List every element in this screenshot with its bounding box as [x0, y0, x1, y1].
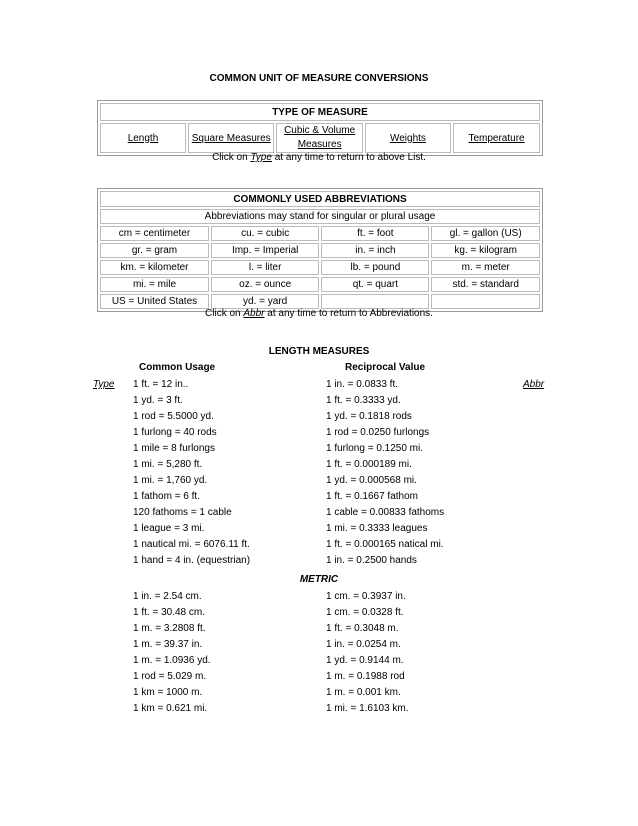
abbr-cell: lb. = pound [321, 260, 429, 275]
abbreviations-table [97, 188, 543, 312]
length-right-cell: 1 cable = 0.00833 fathoms [326, 507, 445, 518]
metric-left-cell: 1 ft. = 30.48 cm. [133, 607, 205, 618]
abbr-note [0, 308, 638, 319]
length-right-cell: 1 in. = 0.2500 hands [326, 555, 417, 566]
metric-left-cell: 1 km = 1000 m. [133, 687, 203, 698]
common-usage-heading: Common Usage [139, 362, 216, 373]
abbr-cell: yd. = yard [211, 294, 319, 309]
length-left-cell: 1 mi. = 1,760 yd. [133, 475, 208, 486]
type-note-suffix: at any time to return to above List. [271, 152, 426, 163]
abbr-note-suffix: at any time to return to Abbreviations. [264, 308, 433, 319]
page-title: COMMON UNIT OF MEASURE CONVERSIONS [209, 73, 429, 84]
metric-right-cell: 1 yd. = 0.9144 m. [326, 655, 404, 666]
type-note-link[interactable]: Type [250, 152, 272, 163]
abbr-cell [431, 294, 540, 309]
abbr-cell: std. = standard [431, 277, 540, 292]
abbr-cell: kg. = kilogram [431, 243, 540, 258]
abbr-cell: ft. = foot [321, 226, 429, 241]
length-left-cell: 1 league = 3 mi. [133, 523, 205, 534]
metric-section-title: METRIC [299, 574, 339, 585]
length-right-cell: 1 rod = 0.0250 furlongs [326, 427, 430, 438]
metric-right-cell: 1 m. = 0.1988 rod [326, 671, 405, 682]
abbr-table-subheader: Abbreviations may stand for singular or plural usage [100, 209, 540, 224]
length-right-cell: 1 ft. = 0.1667 fathom [326, 491, 419, 502]
metric-left-cell: 1 km = 0.621 mi. [133, 703, 208, 714]
abbr-cell: mi. = mile [100, 277, 209, 292]
metric-right-cell: 1 in. = 0.0254 m. [326, 639, 401, 650]
abbr-cell: gr. = gram [100, 243, 209, 258]
type-link-cubic-volume[interactable]: Cubic & Volume Measures [284, 125, 356, 150]
metric-left-cell: 1 m. = 39.37 in. [133, 639, 203, 650]
abbr-return-link[interactable]: Abbr [523, 379, 545, 390]
metric-right-cell: 1 m. = 0.001 km. [326, 687, 401, 698]
metric-right-cell: 1 ft. = 0.3048 m. [326, 623, 399, 634]
length-right-cell: 1 ft. = 0.3333 yd. [326, 395, 401, 406]
type-note-prefix: Click on [212, 152, 251, 163]
abbr-cell [321, 294, 429, 309]
abbr-cell: qt. = quart [321, 277, 429, 292]
abbr-cell: cm = centimeter [100, 226, 209, 241]
metric-right-cell: 1 cm. = 0.3937 in. [326, 591, 406, 602]
length-left-cell: 1 nautical mi. = 6076.11 ft. [133, 539, 250, 550]
length-right-cell: 1 mi. = 0.3333 leagues [326, 523, 428, 534]
metric-left-cell: 1 rod = 5.029 m. [133, 671, 207, 682]
type-link-weights[interactable]: Weights [389, 132, 426, 144]
metric-left-cell: 1 m. = 3.2808 ft. [133, 623, 206, 634]
type-table-header: TYPE OF MEASURE [100, 103, 540, 121]
length-left-cell: 1 furlong = 40 rods [133, 427, 217, 438]
length-right-cell: 1 ft. = 0.000165 natical mi. [326, 539, 444, 550]
type-of-measure-table [97, 100, 543, 156]
length-left-cell: 1 fathom = 6 ft. [133, 491, 200, 502]
length-left-cell: 1 mi. = 5,280 ft. [133, 459, 203, 470]
length-left-cell: 1 mile = 8 furlongs [133, 443, 215, 454]
type-return-link[interactable]: Type [93, 379, 115, 390]
length-left-cell: 1 ft. = 12 in.. [133, 379, 189, 390]
type-link-temperature[interactable]: Temperature [468, 132, 525, 144]
length-right-cell: 1 yd. = 0.1818 rods [326, 411, 412, 422]
abbr-table-header: COMMONLY USED ABBREVIATIONS [100, 191, 540, 207]
length-left-cell: 1 hand = 4 in. (equestrian) [133, 555, 251, 566]
abbr-cell: cu. = cubic [211, 226, 319, 241]
metric-left-cell: 1 in. = 2.54 cm. [133, 591, 202, 602]
abbr-cell: km. = kilometer [100, 260, 209, 275]
length-right-cell: 1 furlong = 0.1250 mi. [326, 443, 424, 454]
length-right-cell: 1 in. = 0.0833 ft. [326, 379, 398, 390]
length-left-cell: 1 rod = 5.5000 yd. [133, 411, 214, 422]
abbr-cell: Imp. = Imperial [211, 243, 319, 258]
length-left-cell: 1 yd. = 3 ft. [133, 395, 183, 406]
metric-right-cell: 1 cm. = 0.0328 ft. [326, 607, 404, 618]
abbr-note-link[interactable]: Abbr [243, 308, 265, 319]
length-right-cell: 1 yd. = 0.000568 mi. [326, 475, 417, 486]
abbr-cell: US = United States [100, 294, 209, 309]
type-link-square-measures[interactable]: Square Measures [191, 132, 271, 144]
length-right-cell: 1 ft. = 0.000189 mi. [326, 459, 412, 470]
abbr-cell: oz. = ounce [211, 277, 319, 292]
metric-right-cell: 1 mi. = 1.6103 km. [326, 703, 409, 714]
length-left-cell: 120 fathoms = 1 cable [133, 507, 232, 518]
abbr-cell: l. = liter [211, 260, 319, 275]
abbr-note-prefix: Click on [205, 308, 244, 319]
metric-left-cell: 1 m. = 1.0936 yd. [133, 655, 211, 666]
abbr-cell: in. = inch [321, 243, 429, 258]
type-note [0, 152, 638, 163]
abbr-cell: m. = meter [431, 260, 540, 275]
length-section-title: LENGTH MEASURES [268, 346, 370, 357]
abbr-cell: gl. = gallon (US) [431, 226, 540, 241]
reciprocal-value-heading: Reciprocal Value [345, 362, 426, 373]
type-link-length[interactable]: Length [127, 132, 159, 144]
